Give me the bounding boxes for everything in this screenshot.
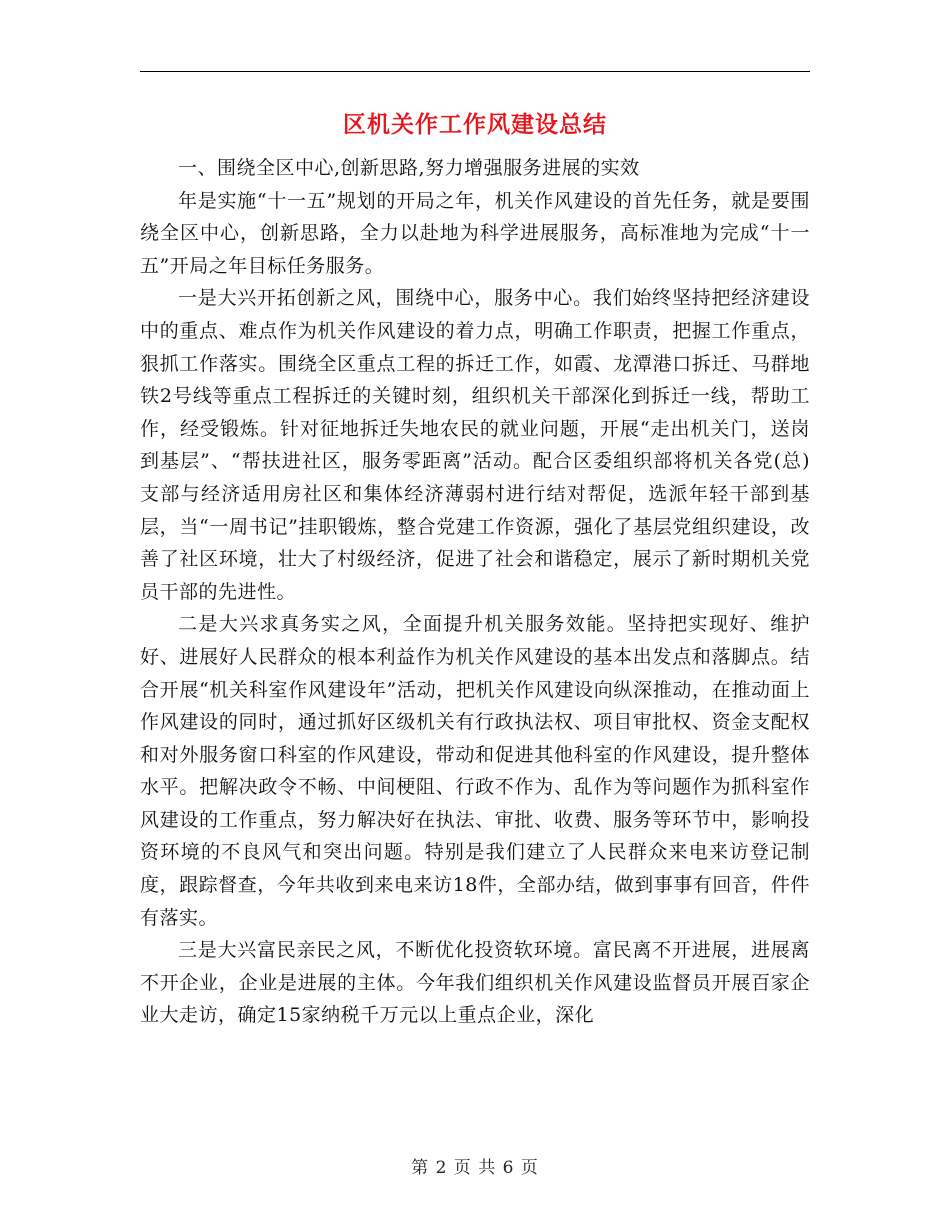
body-paragraph: 三是大兴富民亲民之风，不断优化投资软环境。富民离不开进展，进展离不开企业，企业是进展的主体。今年我们组织机关作风建设监督员开展百家企业大走访，确定15家纳税千万元以上重点企业，深化 xyxy=(140,939,810,1027)
section-heading: 一、围绕全区中心,创新思路,努力增强服务进展的实效 xyxy=(178,157,640,179)
document-body xyxy=(140,152,810,1032)
body-paragraph: 一是大兴开拓创新之风，围绕中心，服务中心。我们始终坚持把经济建设中的重点、难点作为机关作风建设的着力点，明确工作职责，把握工作重点，狠抓工作落实。围绕全区重点工程的拆迁工作，如霞、龙潭港口拆迁、马群地铁2号线等重点工程拆迁的关键时刻，组织机关干部深化到拆迁一线，帮助工作，经受锻炼。针对征地拆迁失地农民的就业问题，开展“走出机关门，送岗到基层”、“帮扶进社区，服务零距离”活动。配合区委组织部将机关各党(总)支部与经济适用房社区和集体经济薄弱村进行结对帮促，选派年轻干部到基层，当“一周书记”挂职锻炼，整合党建工作资源，强化了基层党组织建设，改善了社区环境，壮大了村级经济，促进了社会和谐稳定，展示了新时期机关党员干部的先进性。 xyxy=(140,287,810,603)
body-paragraph: 年是实施“十一五”规划的开局之年，机关作风建设的首先任务，就是要围绕全区中心，创新思路，全力以赴地为科学进展服务，高标准地为完成“十一五”开局之年目标任务服务。 xyxy=(140,189,810,277)
document-title: 区机关作工作风建设总结 xyxy=(343,111,607,138)
body-paragraph: 二是大兴求真务实之风，全面提升机关服务效能。坚持把实现好、维护好、进展好人民群众的根本利益作为机关作风建设的基本出发点和落脚点。结合开展“机关科室作风建设年”活动，把机关作风建设向纵深推动，在推动面上作风建设的同时，通过抓好区级机关有行政执法权、项目审批权、资金支配权和对外服务窗口科室的作风建设，带动和促进其他科室的作风建设，提升整体水平。把解决政令不畅、中间梗阻、行政不作为、乱作为等问题作为抓科室作风建设的工作重点，努力解决好在执法、审批、收费、服务等环节中，影响投资环境的不良风气和突出问题。特别是我们建立了人民群众来电来访登记制度，跟踪督查，今年共收到来电来访18件，全部办结，做到事事有回音，件件有落实。 xyxy=(140,613,810,929)
page-number: 第 2 页 共 6 页 xyxy=(411,1158,539,1178)
header-rule xyxy=(140,71,810,72)
